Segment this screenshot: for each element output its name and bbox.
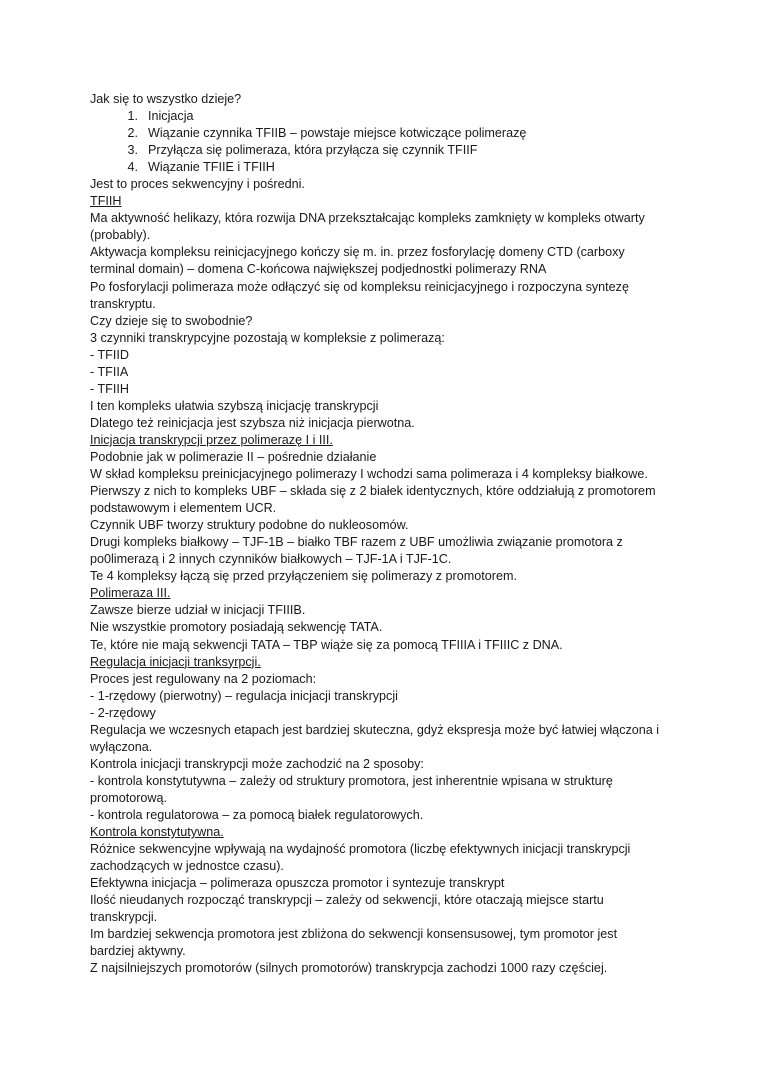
list-item [90, 159, 690, 176]
text-line: Aktywacja kompleksu reinicjacyjnego kończy się m. in. przez fosforylację domeny CTD (carboxy [90, 245, 625, 260]
text-line: Po fosforylacji polimeraza może odłączyć się od kompleksu reinicjacyjnego i rozpoczyna syntezę [90, 279, 629, 294]
list-number: 3. [127, 143, 138, 158]
text-line: Te, które nie mają sekwencji TATA – TBP wiąże się za pomocą TFIIIA i TFIIIC z DNA. [90, 637, 563, 652]
text-line: transkrypcji. [90, 910, 158, 925]
text-line: Nie wszystkie promotory posiadają sekwencję TATA. [90, 620, 383, 635]
document-page [90, 91, 690, 977]
text-line: podstawowym i elementem UCR. [90, 501, 277, 516]
text-line: Podobnie jak w polimerazie II – pośrednie działanie [90, 449, 377, 464]
text-line: po0limerazą i 2 innych czynników białkowych – TJF-1A i TJF-1C. [90, 552, 452, 567]
text-line: I ten kompleks ułatwia szybszą inicjację transkrypcji [90, 398, 379, 413]
text-line: Jest to proces sekwencyjny i pośredni. [90, 177, 305, 192]
list-item-text: Przyłącza się polimeraza, która przyłącza się czynnik TFIIF [148, 143, 478, 158]
text-line: wyłączona. [90, 739, 153, 754]
list-number: 4. [127, 160, 138, 175]
text-line: Ilość nieudanych rozpocząć transkrypcji – zależy od sekwencji, które otaczają miejsce startu [90, 893, 604, 908]
text-line: (probably). [90, 228, 151, 243]
list-item-text: Wiązanie TFIIE i TFIIH [148, 160, 275, 175]
text-line: Im bardziej sekwencja promotora jest zbliżona do sekwencji konsensusowej, tym promotor jest [90, 927, 618, 942]
text-line: Różnice sekwencyjne wpływają na wydajność promotora (liczbę efektywnych inicjacji transkrypcji [90, 842, 631, 857]
section-heading: Kontrola konstytutywna. [90, 825, 224, 840]
list-item [90, 142, 690, 159]
text-line: bardziej aktywny. [90, 944, 186, 959]
text-line: W skład kompleksu preinicjacyjnego polimerazy I wchodzi sama polimeraza i 4 kompleksy białkowe. [90, 467, 648, 482]
text-line: Czynnik UBF tworzy struktury podobne do nukleosomów. [90, 518, 409, 533]
section-heading: TFIIH [90, 194, 122, 209]
list-item-text: Inicjacja [148, 109, 194, 124]
section-heading: Polimeraza III. [90, 586, 171, 601]
text-line: Pierwszy z nich to kompleks UBF – składa się z 2 białek identycznych, które oddziałują z promotorem [90, 484, 656, 499]
intro-question: Jak się to wszystko dzieje? [90, 92, 242, 106]
text-line: Kontrola inicjacji transkrypcji może zachodzić na 2 sposoby: [90, 756, 424, 771]
text-line: - TFIID [90, 347, 129, 362]
list-item [90, 108, 690, 125]
text-line: - TFIIH [90, 381, 129, 396]
text-line: Zawsze bierze udział w inicjacji TFIIIB. [90, 603, 306, 618]
text-line: Dlatego też reinicjacja jest szybsza niż inicjacja pierwotna. [90, 415, 415, 430]
text-line: promotorową. [90, 790, 167, 805]
text-line: - kontrola konstytutywna – zależy od struktury promotora, jest inherentnie wpisana w strukturę [90, 773, 613, 788]
text-line: 3 czynniki transkrypcyjne pozostają w kompleksie z polimerazą: [90, 330, 445, 345]
section-heading: Regulacja inicjacji tranksyrpcji. [90, 654, 261, 669]
text-line: - kontrola regulatorowa – za pomocą białek regulatorowych. [90, 807, 424, 822]
text-line: zachodzących w jednostce czasu). [90, 859, 284, 874]
text-line: terminal domain) – domena C-końcowa największej podjednostki polimerazy RNA [90, 262, 547, 277]
text-line: Ma aktywność helikazy, która rozwija DNA przekształcając kompleks zamknięty w kompleks otwarty [90, 211, 645, 226]
text-line: transkryptu. [90, 296, 156, 311]
text-line: Z najsilniejszych promotorów (silnych promotorów) transkrypcja zachodzi 1000 razy częściej. [90, 961, 608, 976]
text-line: - 2-rzędowy [90, 705, 156, 720]
list-item-text: Wiązanie czynnika TFIIB – powstaje miejsce kotwiczące polimerazę [148, 126, 527, 141]
list-number: 2. [127, 126, 138, 141]
list-number: 1. [127, 109, 138, 124]
text-line: - TFIIA [90, 364, 129, 379]
text-line: Efektywna inicjacja – polimeraza opuszcza promotor i syntezuje transkrypt [90, 876, 505, 891]
text-line: Proces jest regulowany na 2 poziomach: [90, 671, 317, 686]
text-line: Regulacja we wczesnych etapach jest bardziej skuteczna, gdyż ekspresja może być łatwiej włączona i [90, 722, 660, 737]
text-line: Czy dzieje się to swobodnie? [90, 313, 253, 328]
list-item [90, 125, 690, 142]
text-line: Te 4 kompleksy łączą się przed przyłączeniem się polimerazy z promotorem. [90, 569, 517, 584]
text-line: Drugi kompleks białkowy – TJF-1B – białko TBF razem z UBF umożliwia związanie promotora z [90, 535, 623, 550]
section-heading: Inicjacja transkrypcji przez polimerazę I i III. [90, 432, 333, 447]
text-line: - 1-rzędowy (pierwotny) – regulacja inicjacji transkrypcji [90, 688, 398, 703]
